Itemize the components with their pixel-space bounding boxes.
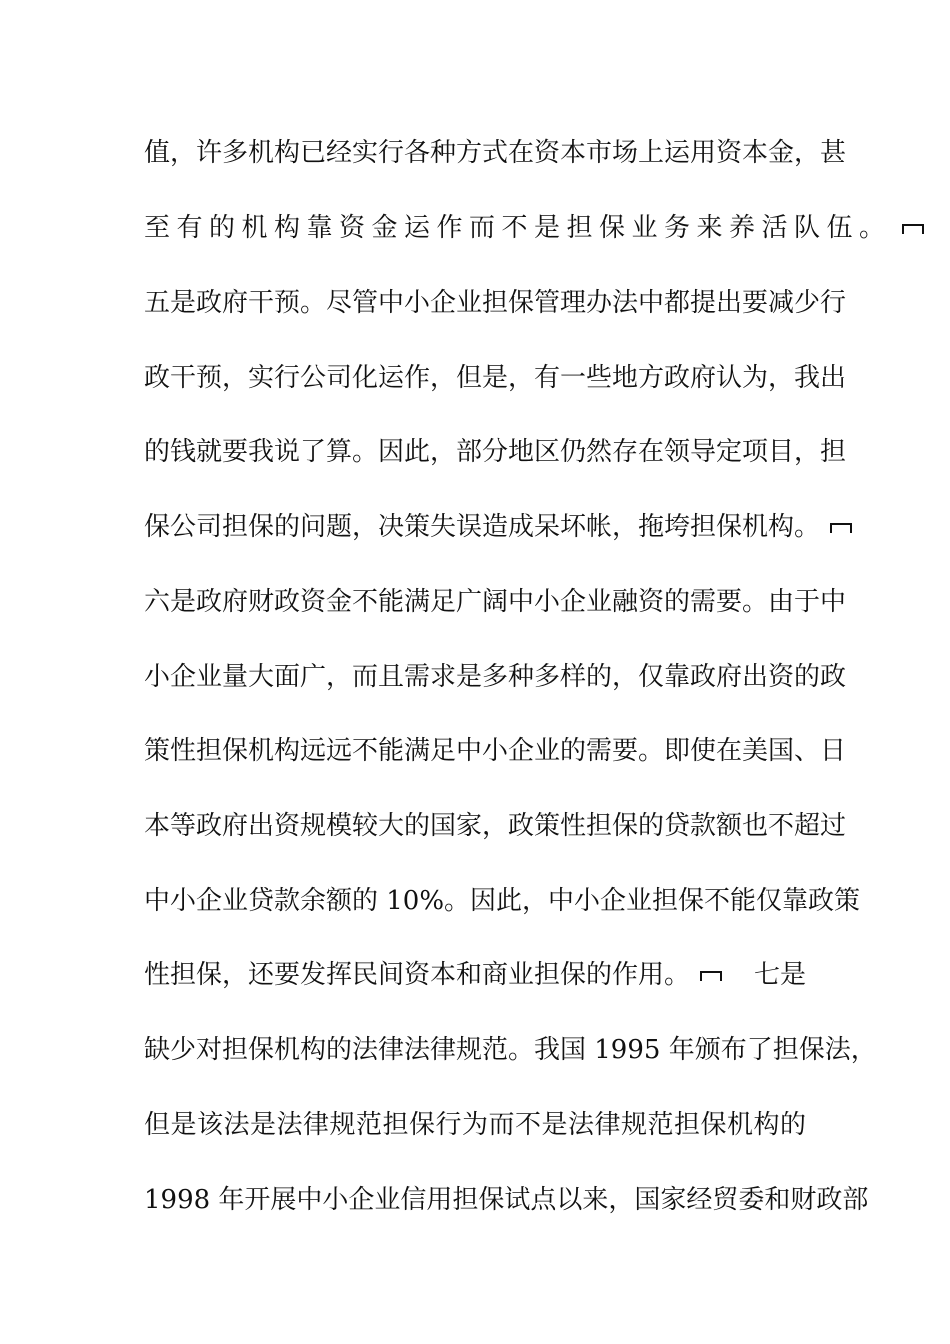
text-line-6: [144, 507, 821, 547]
text-line-3: 五是政府干预。尽管中小企业担保管理办法中都提出要减少行: [144, 288, 847, 318]
text-line-2: [144, 208, 892, 248]
text-line-7: 六是政府财政资金不能满足广阔中小企业融资的需要。由于中: [144, 587, 847, 617]
paragraph-mark-icon: [830, 523, 852, 533]
text-line-6-content: 保公司担保的问题，决策失误造成呆坏帐，拖垮担保机构。: [144, 512, 821, 542]
text-line-8: 小企业量大面广，而且需求是多种多样的，仅靠政府出资的政: [144, 662, 847, 692]
paragraph-mark-icon: [902, 224, 924, 234]
text-line-1: 值，许多机构已经实行各种方式在资本市场上运用资本金，甚: [144, 138, 847, 168]
text-line-5: 的钱就要我说了算。因此，部分地区仍然存在领导定项目，担: [144, 437, 847, 467]
text-line-12: [144, 955, 806, 995]
text-line-4: 政干预，实行公司化运作，但是，有一些地方政府认为，我出: [144, 363, 847, 393]
text-line-2-content: 至有的机构靠资金运作而不是担保业务来养活队伍。: [144, 213, 892, 243]
text-line-12-content: 性担保，还要发挥民间资本和商业担保的作用。: [144, 960, 691, 990]
text-line-11: 中小企业贷款余额的 10%。因此，中小企业担保不能仅靠政策: [144, 886, 861, 916]
text-line-15: 1998 年开展中小企业信用担保试点以来，国家经贸委和财政部: [144, 1185, 869, 1215]
text-line-10: 本等政府出资规模较大的国家，政策性担保的贷款额也不超过: [144, 811, 847, 841]
text-line-12-tail: 七是: [753, 960, 806, 990]
text-line-13: 缺少对担保机构的法律法律规范。我国 1995 年颁布了担保法，: [144, 1035, 877, 1065]
text-line-14: 但是该法是法律规范担保行为而不是法律规范担保机构的: [144, 1110, 806, 1140]
paragraph-mark-icon: [700, 971, 722, 981]
text-line-9: 策性担保机构远远不能满足中小企业的需要。即使在美国、日: [144, 736, 847, 766]
